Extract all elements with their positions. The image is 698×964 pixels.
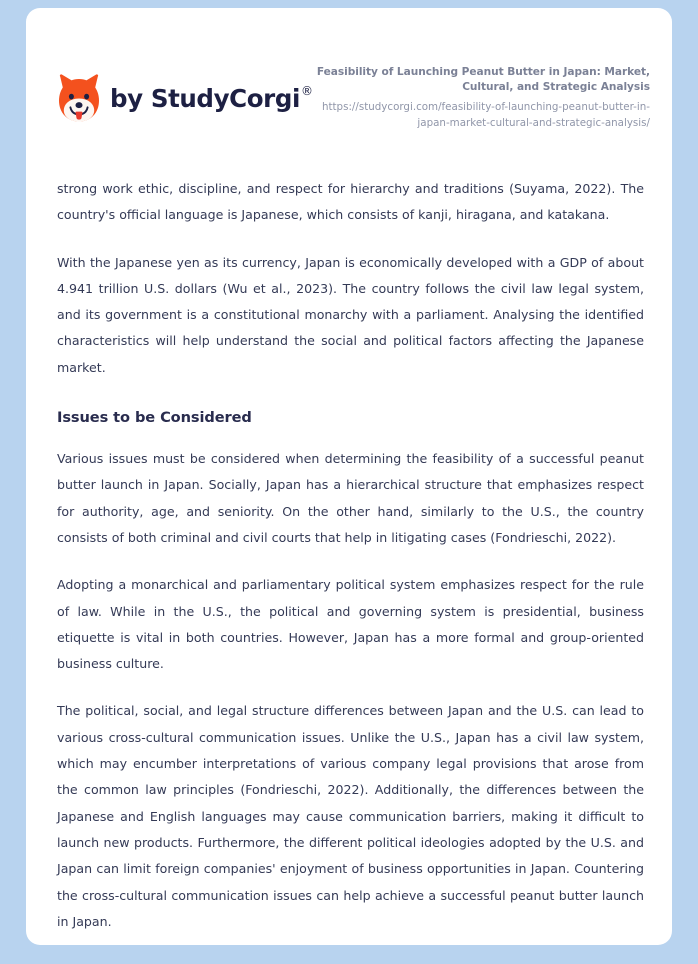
- registered-trademark-icon: ®: [300, 83, 313, 98]
- document-title: Feasibility of Launching Peanut Butter in Japan: Market, Cultural, and Strategic Analysis: [316, 66, 650, 94]
- section-heading: Issues to be Considered: [57, 409, 252, 427]
- document-url[interactable]: https://studycorgi.com/feasibility-of-launching-peanut-butter-in-japan-market-cultural-and-strategic-analysis/: [321, 101, 650, 129]
- body-paragraph: strong work ethic, discipline, and respect for hierarchy and traditions (Suyama, 2022). The country's official language is Japanese, which consists of kanji, hiragana, and katakana.: [57, 181, 644, 223]
- document-page: [26, 8, 672, 945]
- body-paragraph: The political, social, and legal structure differences between Japan and the U.S. can lead to various cross-cultural communication issues. Unlike the U.S., Japan has a civil law system, which may encumber interpretations of various company legal provisions that arose from the common law principles (Fondrieschi, 2022). Additionally, the differences between the Japanese and English languages may cause communication barriers, making it difficult to launch new products. Furthermore, the different political ideologies adopted by the U.S. and Japan can limit foreign companies' enjoyment of business opportunities in Japan. Countering the cross-cultural communication issues can help achieve a successful peanut butter launch in Japan.: [57, 703, 644, 929]
- body-paragraph: Adopting a monarchical and parliamentary political system emphasizes respect for the rule of law. While in the U.S., the political and governing system is presidential, business etiquette is vital in both countries. However, Japan has a more formal and group-oriented business culture.: [57, 577, 644, 672]
- body-paragraph: Various issues must be considered when determining the feasibility of a successful peanut butter launch in Japan. Socially, Japan has a hierarchical structure that emphasizes respect for authority, age, and seniority. On the other hand, similarly to the U.S., the country consists of both criminal and civil courts that help in litigating cases (Fondrieschi, 2022).: [57, 451, 644, 545]
- corgi-logo-icon: [57, 74, 101, 124]
- brand-name-text: by StudyCorgi: [110, 83, 300, 113]
- header-meta: [314, 65, 650, 131]
- body-paragraph: With the Japanese yen as its currency, Japan is economically developed with a GDP of about 4.941 trillion U.S. dollars (Wu et al., 2023). The country follows the civil law legal system, and its government is a constitutional monarchy with a parliament. Analysing the identified characteristics will help understand the social and political factors affecting the Japanese market.: [57, 254, 644, 375]
- document-body: [57, 176, 644, 935]
- brand-logo[interactable]: [57, 74, 312, 124]
- brand-wordmark: [110, 83, 313, 113]
- document-header: [26, 8, 672, 158]
